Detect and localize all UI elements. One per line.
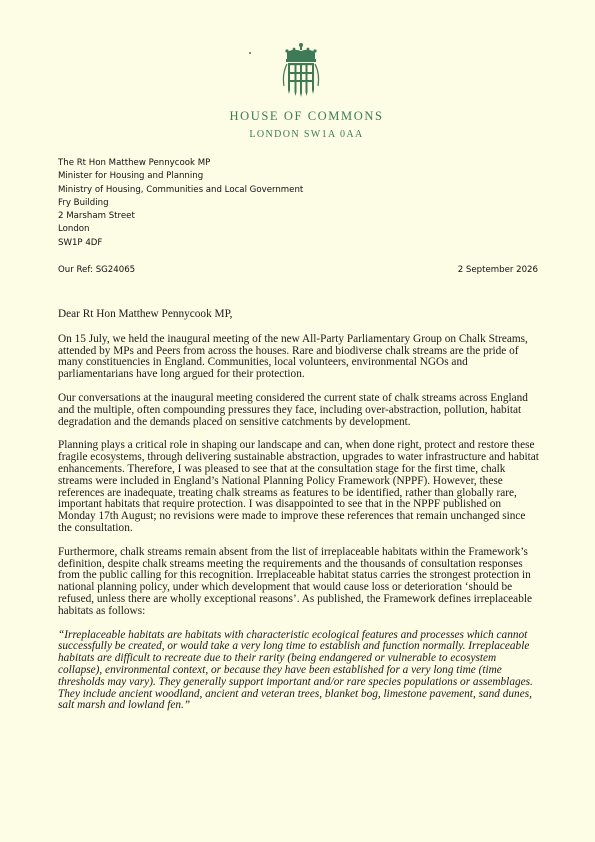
recipient-address-block bbox=[58, 157, 303, 250]
paragraph: On 15 July, we held the inaugural meeting of the new All-Party Parliamentary Group on Chalk Streams, attended by MPs and Peers from across the houses. Rare and biodiverse chalk streams are the pride of many constituencies in England. Communities, local volunteers, environmental NGOs and parliamentarians have long argued for their protection. bbox=[58, 332, 528, 381]
reference-number: Our Ref: SG24065 bbox=[58, 265, 136, 275]
paragraph: Furthermore, chalk streams remain absent from the list of irreplaceable habitats within the Framework’s definition, despite chalk streams meeting the requirements and the thousands of consultation responses from the public calling for this recognition. Irreplaceable habitat status carries the strongest protection in national planning policy, under which development that would cause loss or deterioration ‘should be refused, unless there are wholly exceptional reasons’. As published, the Framework defines irreplaceable habitats as follows: bbox=[58, 545, 532, 617]
recipient-city: London bbox=[58, 224, 90, 235]
recipient-department: Ministry of Housing, Communities and Local Government bbox=[58, 184, 304, 195]
quotation: “Irreplaceable habitats are habitats with characteristic ecological features and processes which cannot successfully be created, or would take a very long time to establish and function normally. Irreplaceable habitats are difficult to recreate due to their rarity (being endangered or vulnerable to ecosystem collapse), environmental context, or because they have been established for a very long time (time thresholds may vary). They generally support important and/or rare species populations or assemblages. They include ancient woodland, ancient and veteran trees, blanket bog, limestone pavement, sand dunes, salt marsh and lowland fen.” bbox=[58, 628, 533, 712]
recipient-building: Fry Building bbox=[58, 197, 109, 208]
paragraph: Planning plays a critical role in shaping our landscape and can, when done right, protect and restore these fragile ecosystems, through delivering sustainable abstraction, upgrades to water infrastructure and habitat enhancements. Therefore, I was pleased to see that at the consultation stage for the first time, chalk streams were included in England’s National Planning Policy Framework (NPPF). However, these references are inadequate, treating chalk streams as features to be identified, rather than globally rare, important habitats that require protection. I was disappointed to see that in the NPPF published on Monday 17th August; no revisions were made to improve these references that remain unchanged since the consultation. bbox=[58, 439, 539, 534]
portcullis-crest-icon bbox=[281, 42, 321, 98]
salutation: Dear Rt Hon Matthew Pennycook MP, bbox=[58, 308, 233, 320]
recipient-name: The Rt Hon Matthew Pennycook MP bbox=[58, 158, 211, 168]
letterhead-institution: HOUSE OF COMMONS bbox=[229, 109, 384, 123]
letter-date: 2 September 2026 bbox=[457, 265, 538, 275]
letterhead-address: LONDON SW1A 0AA bbox=[249, 129, 364, 140]
recipient-title: Minister for Housing and Planning bbox=[58, 171, 204, 182]
letter-body bbox=[58, 309, 540, 724]
letterhead-mark bbox=[249, 52, 251, 54]
recipient-postcode: SW1P 4DF bbox=[58, 237, 103, 248]
recipient-street: 2 Marsham Street bbox=[58, 211, 135, 222]
paragraph: Our conversations at the inaugural meeting considered the current state of chalk streams across England and the multiple, often compounding pressures they face, including over-abstraction, pollution, habitat degradation and the demands placed on sensitive catchments by development. bbox=[58, 391, 528, 428]
